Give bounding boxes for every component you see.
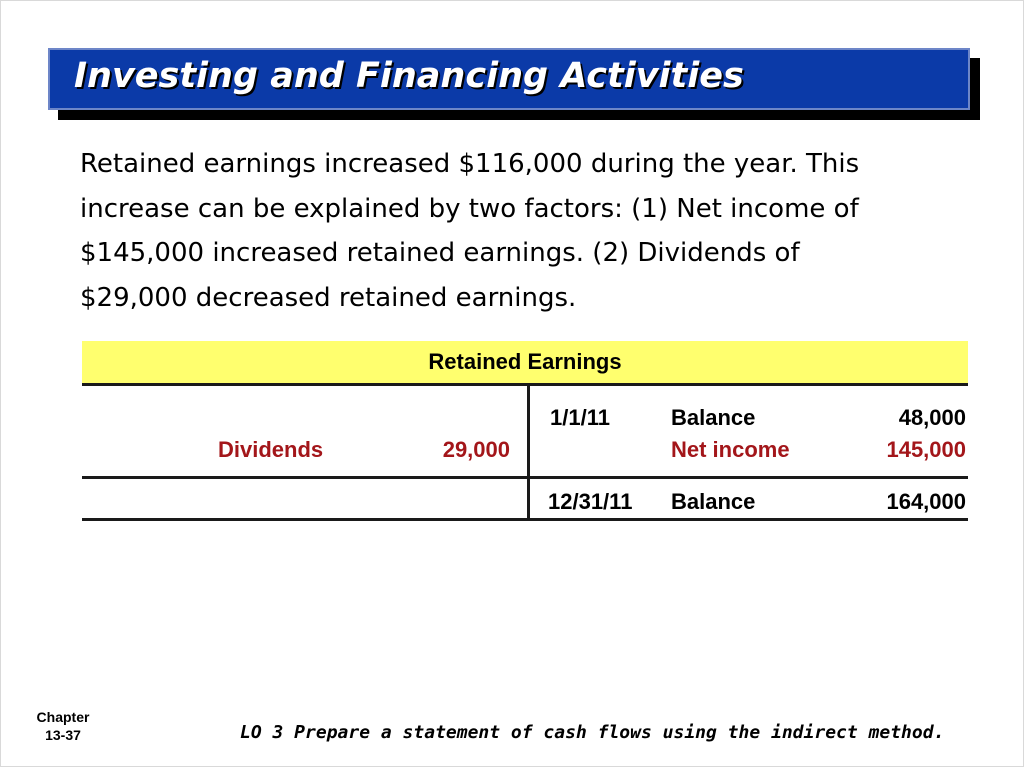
credit-label-balance: Balance <box>671 405 756 430</box>
body-line: Retained earnings increased $116,000 during the year. This <box>80 149 860 179</box>
ending-date: 12/31/11 <box>548 489 633 514</box>
t-account-subtotal-rule <box>82 476 968 479</box>
body-line: $145,000 increased retained earnings. (2) Dividends of <box>80 238 800 268</box>
chapter-word: Chapter <box>36 709 90 725</box>
t-account-divider <box>527 383 530 520</box>
debit-amount-dividends: 29,000 <box>442 437 510 462</box>
credit-amount-balance: 48,000 <box>898 405 966 430</box>
debit-label-dividends: Dividends <box>218 437 324 462</box>
credit-date-opening: 1/1/11 <box>550 405 610 430</box>
t-account-bottom-rule <box>82 518 968 521</box>
body-line: increase can be explained by two factors: (1) Net income of <box>80 193 859 224</box>
learning-objective: LO 3 Prepare a statement of cash flows using the indirect method. <box>240 722 945 743</box>
body-paragraph <box>80 142 980 320</box>
ending-amount-balance: 164,000 <box>886 489 966 514</box>
credit-amount-net-income: 145,000 <box>886 437 966 462</box>
title-banner <box>48 48 970 110</box>
body-line: $29,000 decreased retained earnings. <box>80 282 577 313</box>
t-account-header <box>82 341 968 386</box>
credit-label-net-income: Net income <box>671 437 790 462</box>
slide-title: Investing and Financing Activities <box>74 56 744 96</box>
t-account-title: Retained Earnings <box>428 349 622 374</box>
ending-label-balance: Balance <box>671 489 756 514</box>
chapter-label <box>30 708 96 744</box>
chapter-number: 13-37 <box>45 727 81 743</box>
